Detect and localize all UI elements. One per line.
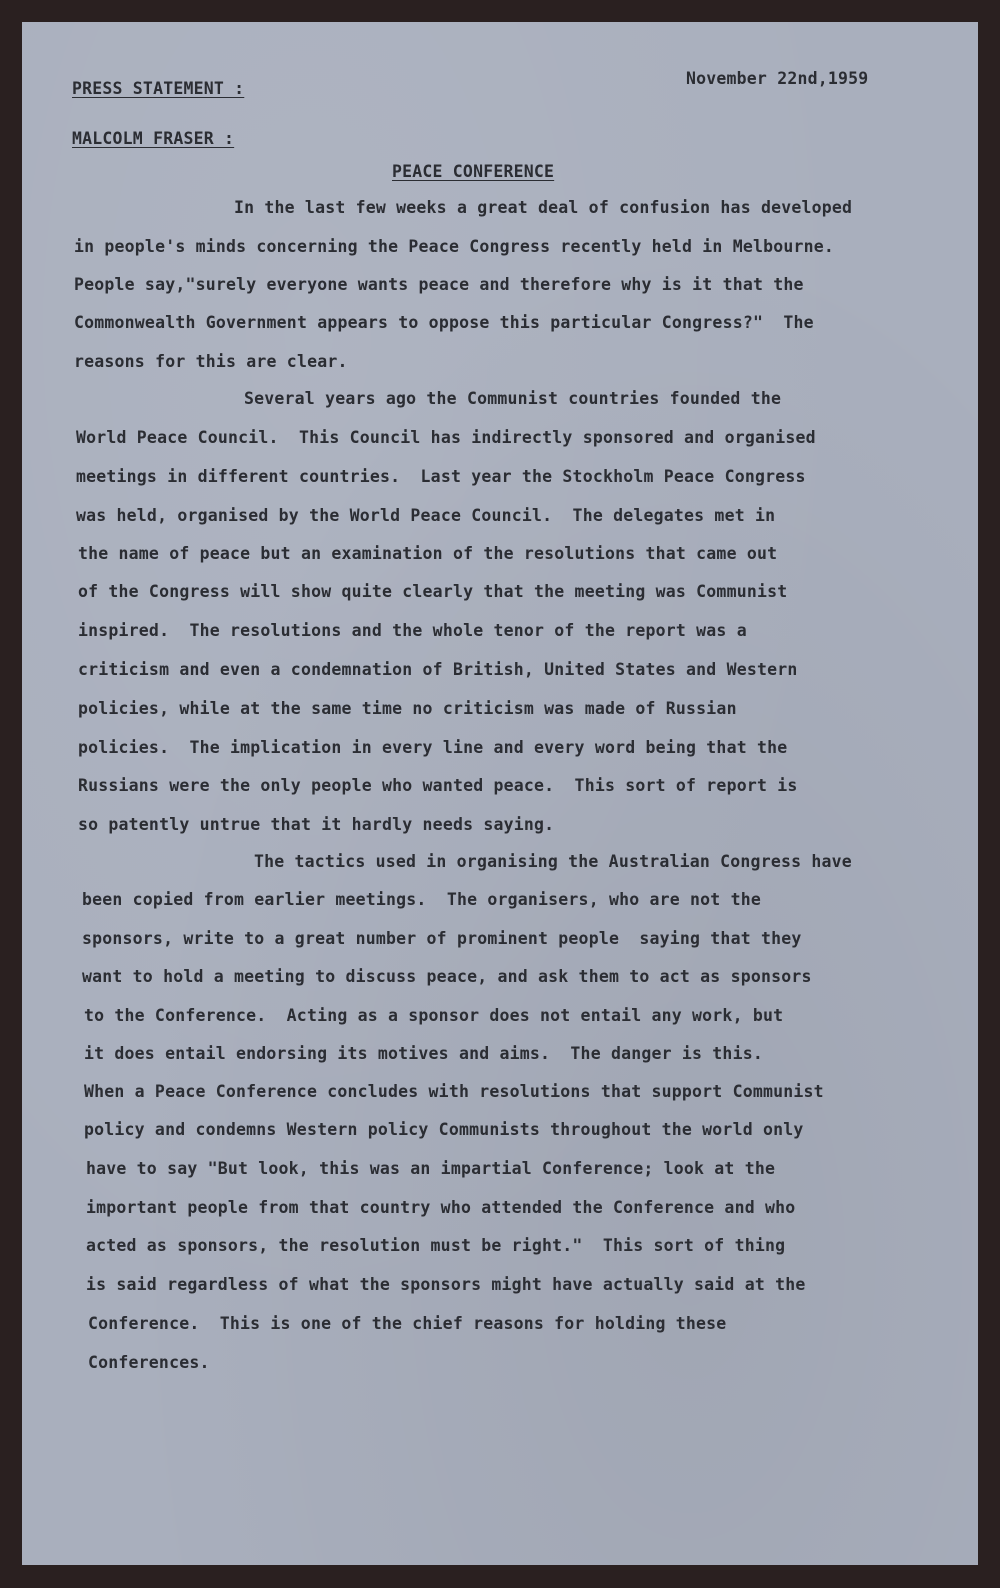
body-line: policy and condemns Western policy Communists throughout the world only: [84, 1120, 804, 1139]
body-line: Several years ago the Communist countries founded the: [244, 389, 782, 408]
body-line: Russians were the only people who wanted peace. This sort of report is: [78, 776, 798, 795]
body-line: of the Congress will show quite clearly that the meeting was Communist: [78, 582, 788, 601]
press-statement-label: PRESS STATEMENT :: [72, 79, 245, 98]
body-line: was held, organised by the World Peace Council. The delegates met in: [76, 506, 776, 525]
body-line: Commonwealth Government appears to oppose this particular Congress?" The: [74, 313, 814, 332]
body-line: it does entail endorsing its motives and aims. The danger is this.: [84, 1044, 763, 1063]
body-line: been copied from earlier meetings. The organisers, who are not the: [82, 890, 761, 909]
body-line: People say,"surely everyone wants peace and therefore why is it that the: [74, 275, 804, 294]
body-line: in people's minds concerning the Peace Congress recently held in Melbourne.: [74, 237, 835, 256]
body-line: acted as sponsors, the resolution must be right." This sort of thing: [86, 1236, 786, 1255]
body-line: is said regardless of what the sponsors might have actually said at the: [86, 1275, 806, 1294]
body-line: sponsors, write to a great number of prominent people saying that they: [82, 929, 802, 948]
body-line: to the Conference. Acting as a sponsor does not entail any work, but: [84, 1006, 784, 1025]
body-line: have to say "But look, this was an impartial Conference; look at the: [86, 1159, 776, 1178]
document-page: [22, 22, 978, 1565]
body-line: meetings in different countries. Last year the Stockholm Peace Congress: [76, 467, 806, 486]
body-line: World Peace Council. This Council has indirectly sponsored and organised: [76, 428, 816, 447]
body-line: The tactics used in organising the Australian Congress have: [254, 852, 852, 871]
body-line: Conference. This is one of the chief reasons for holding these: [88, 1314, 727, 1333]
body-line: In the last few weeks a great deal of confusion has developed: [234, 198, 853, 217]
document-date: November 22nd,1959: [686, 69, 869, 88]
body-line: When a Peace Conference concludes with resolutions that support Communist: [84, 1082, 824, 1101]
body-line: important people from that country who attended the Conference and who: [86, 1198, 796, 1217]
body-line: inspired. The resolutions and the whole tenor of the report was a: [78, 621, 747, 640]
body-line: policies. The implication in every line and every word being that the: [78, 738, 788, 757]
body-line: Conferences.: [88, 1353, 210, 1372]
body-line: reasons for this are clear.: [74, 352, 348, 371]
document-title: PEACE CONFERENCE: [392, 162, 555, 181]
body-line: policies, while at the same time no criticism was made of Russian: [78, 699, 737, 718]
body-line: want to hold a meeting to discuss peace, and ask them to act as sponsors: [82, 967, 812, 986]
body-line: the name of peace but an examination of the resolutions that came out: [78, 544, 778, 563]
author-name: MALCOLM FRASER :: [72, 129, 235, 148]
body-line: so patently untrue that it hardly needs saying.: [78, 815, 555, 834]
body-line: criticism and even a condemnation of British, United States and Western: [78, 660, 798, 679]
